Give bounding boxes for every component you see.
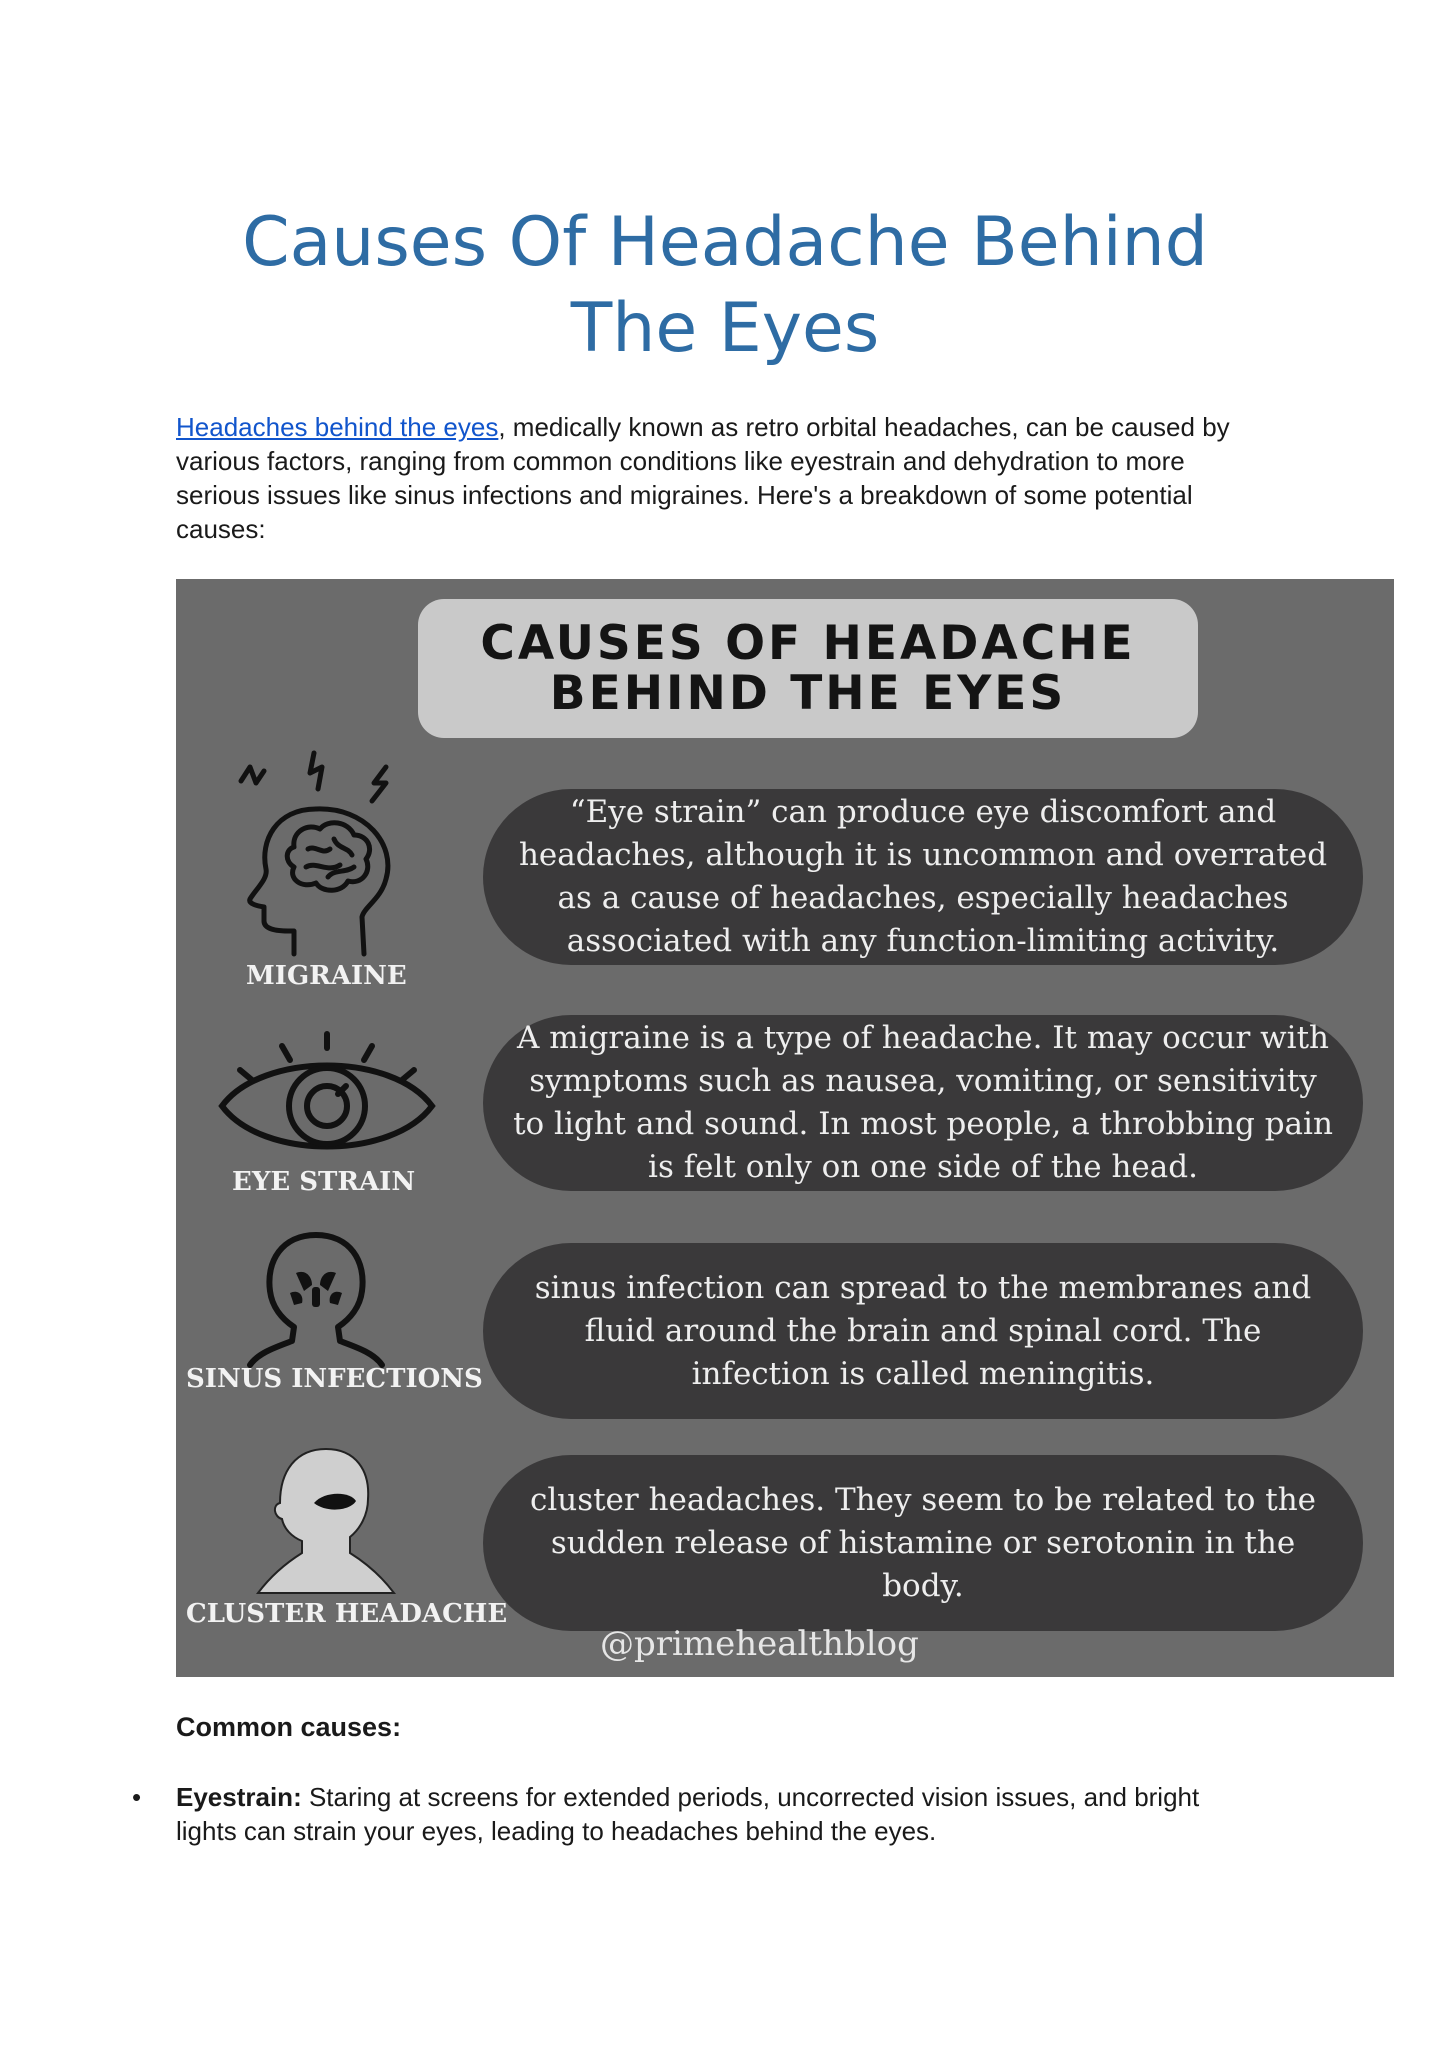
label-migraine: MIGRAINE (246, 961, 407, 991)
sinus-head-icon (246, 1229, 386, 1369)
cause-bubble: “Eye strain” can produce eye discomfort and headaches, although it is uncommon and overrated as a cause of headaches, especially headaches associated with any function-limiting activity. (483, 789, 1363, 965)
causes-list (132, 1780, 1256, 1848)
common-causes-heading: Common causes: (176, 1712, 402, 1742)
intro-paragraph (176, 410, 1256, 546)
head-bust-icon (256, 1445, 396, 1595)
intro-text: , medically known as retro orbital headaches, can be caused by various factors, ranging from common conditions like eyestrain and dehydration to more serious issues like sinus infections and migraines. Here's a breakdown of some potential causes: (176, 412, 1230, 544)
list-item (132, 1780, 1256, 1848)
cause-description: Staring at screens for extended periods, uncorrected vision issues, and bright lights can strain your eyes, leading to headaches behind the eyes. (176, 1782, 1200, 1846)
watermark: @primehealthblog (600, 1624, 919, 1664)
eye-icon (212, 1024, 442, 1164)
banner-line-2: BEHIND THE EYES (549, 665, 1067, 721)
cause-bubble: A migraine is a type of headache. It may occur with symptoms such as nausea, vomiting, or sensitivity to light and sound. In most people, a throbbing pain is felt only on one side of the head. (483, 1015, 1363, 1191)
banner-line-1: CAUSES OF HEADACHE (480, 615, 1136, 671)
infographic (176, 579, 1394, 1677)
cause-bubble: cluster headaches. They seem to be related to the sudden release of histamine or serotonin in the body. (483, 1455, 1363, 1631)
page-title: Causes Of Headache Behind The Eyes (242, 203, 1208, 368)
cause-bubble: sinus infection can spread to the membranes and fluid around the brain and spinal cord. The infection is called meningitis. (483, 1243, 1363, 1419)
cause-term: Eyestrain: (176, 1782, 302, 1812)
label-eye-strain: EYE STRAIN (232, 1167, 416, 1197)
label-sinus-infections: SINUS INFECTIONS (186, 1364, 483, 1394)
headaches-link[interactable]: Headaches behind the eyes (176, 412, 499, 442)
bullet-icon: • (132, 1782, 142, 1812)
brain-head-icon (236, 749, 406, 964)
infographic-banner (418, 599, 1198, 738)
label-cluster-headache: CLUSTER HEADACHE (186, 1599, 508, 1629)
